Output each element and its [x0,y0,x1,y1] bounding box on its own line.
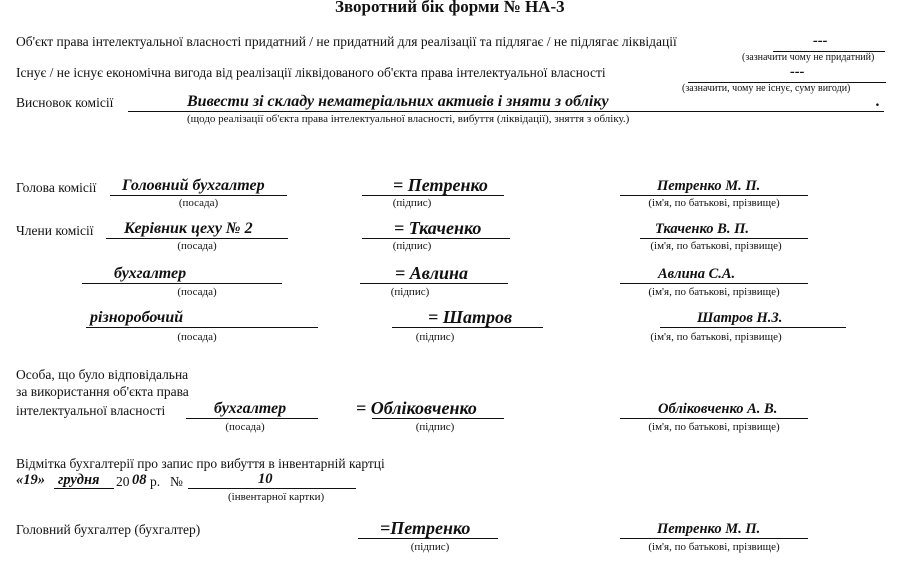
accounting-year-prefix: 20 [116,474,130,489]
responsible-signature: = Обліковченко [356,398,477,418]
suitability-hint: (зазначити чому не придатний) [742,52,875,63]
member-2-signature: = Авлина [395,263,469,283]
member-2-name-line [620,283,808,284]
member-1-signature-caption: (підпис) [392,240,432,252]
form-title: Зворотний бік форми № НА-3 [335,0,565,16]
suitability-label: Об'єкт права інтелектуальної власності придатний / не придатний для реалізації та підлягає / не підлягає ліквідації [16,34,677,49]
conclusion-label: Висновок комісії [16,95,114,110]
members-label: Члени комісії [16,223,94,238]
member-2-name: Авлина С.А. [658,266,736,282]
member-1-name: Ткаченко В. П. [655,221,749,237]
responsible-position-line [186,418,318,419]
responsible-name-line [620,418,808,419]
responsible-label-line2: за використання об'єкта права [16,384,189,399]
chief-signature: =Петренко [380,518,471,538]
accounting-number-label: № [170,474,183,489]
member-2-name-caption: (ім'я, по батькові, прізвище) [648,286,780,298]
member-1-name-caption: (ім'я, по батькові, прізвище) [650,240,782,252]
head-signature-caption: (підпис) [392,197,432,209]
responsible-position: бухгалтер [214,400,287,417]
responsible-signature-caption: (підпис) [415,421,455,433]
member-3-position-caption: (посада) [177,331,217,343]
head-position-line [110,195,287,196]
member-2-position: бухгалтер [114,265,187,282]
member-2-position-line [82,283,282,284]
head-name: Петренко М. П. [657,178,761,194]
accounting-year-unit: р. [150,474,161,489]
benefit-value: --- [790,64,805,80]
accounting-number-line [188,488,356,489]
member-3-position-line [86,327,318,328]
responsible-label-line1: Особа, що було відповідальна [16,367,189,382]
chief-name: Петренко М. П. [657,521,761,537]
responsible-label-line3: інтелектуальної власності [16,403,166,418]
benefit-label: Існує / не існує економічна вигода від реалізації ліквідованого об'єкта права інтелектуальної власності [16,65,606,80]
member-1-position: Керівник цеху № 2 [124,220,253,237]
head-label: Голова комісії [16,180,97,195]
member-3-name-caption: (ім'я, по батькові, прізвище) [650,331,782,343]
accounting-number: 10 [258,471,273,487]
head-position: Головний бухгалтер [122,177,265,194]
conclusion-hint: (щодо реалізації об'єкта права інтелектуальної власності, вибуття (ліквідації), зняття з обліку.) [187,113,630,125]
conclusion-value: Вивести зі складу нематеріальних активів і зняти з обліку [187,93,609,110]
member-1-signature: = Ткаченко [394,218,482,238]
chief-signature-caption: (підпис) [410,541,450,553]
accounting-day: «19» [16,472,45,488]
member-1-position-caption: (посада) [177,240,217,252]
chief-label: Головний бухгалтер (бухгалтер) [16,522,201,537]
head-position-caption: (посада) [178,197,219,209]
head-signature: = Петренко [393,175,488,195]
responsible-name: Обліковченко А. В. [658,401,778,417]
accounting-year-suffix: 08 [132,472,147,488]
accounting-month: грудня [58,472,100,488]
member-2-signature-caption: (підпис) [390,286,430,298]
accounting-label: Відмітка бухгалтерії про запис про вибуття в інвентарній картці [16,456,385,471]
responsible-signature-line [372,418,504,419]
chief-name-caption: (ім'я, по батькові, прізвище) [648,541,780,553]
member-3-name-line [660,327,846,328]
member-3-position: різноробочий [90,309,184,326]
responsible-position-caption: (посада) [225,421,265,433]
responsible-name-caption: (ім'я, по батькові, прізвище) [648,421,780,433]
member-1-name-line [640,238,808,239]
suitability-value: --- [813,33,828,49]
accounting-number-hint: (інвентарної картки) [228,491,325,503]
chief-name-line [620,538,808,539]
member-3-signature-caption: (підпис) [415,331,455,343]
benefit-hint: (зазначити, чому не існує, суму вигоди) [682,83,851,94]
member-3-name: Шатров Н.З. [697,310,783,326]
conclusion-end: . [876,93,880,110]
head-name-caption: (ім'я, по батькові, прізвище) [648,197,780,209]
member-1-position-line [106,238,288,239]
member-3-signature: = Шатров [428,307,513,327]
head-name-line [620,195,808,196]
conclusion-line [128,111,884,112]
member-2-position-caption: (посада) [177,286,217,298]
